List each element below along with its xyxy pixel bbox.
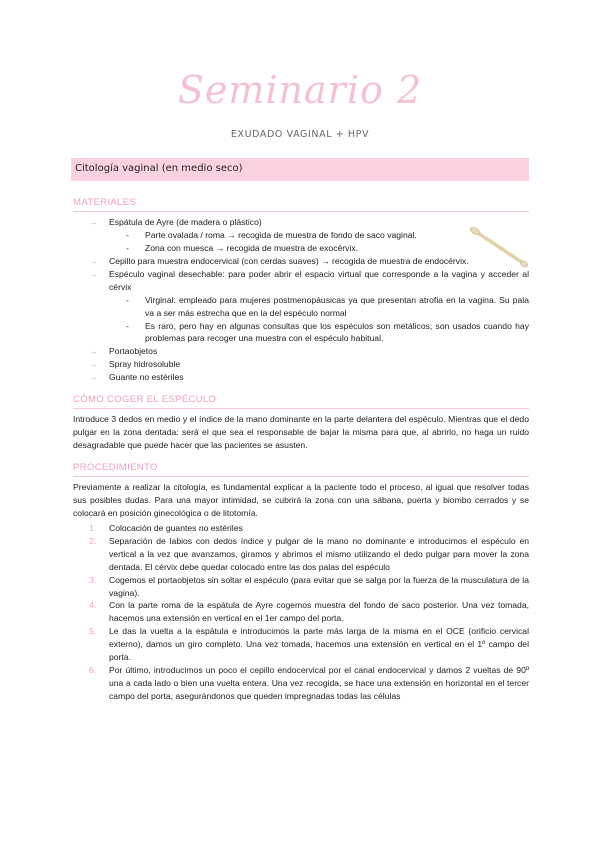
section-heading-coger-especulo: CÓMO COGER EL ESPÉCULO [73, 393, 529, 409]
procedimiento-step [73, 599, 529, 625]
arrow-icon: → [89, 372, 98, 383]
step-text: Separación de labios con dedos índice y pulgar de la mano no dominante e introducimos el espéculo en vertical a la vez que avanzamos, giramos y abrimos el mismo utilizando el dedo pulgar para mover la zona dentada. El cérvix debe quedar colocado entre las dos palas del espéculo [109, 535, 529, 572]
procedimiento-step [73, 664, 529, 703]
step-number: 3. [89, 574, 97, 585]
arrow-icon: → [89, 256, 98, 267]
page-title: Seminario 2 [177, 68, 423, 112]
step-text: Le das la vuelta a la espátula e introducimos la parte más larga de la misma en el OCE (orificio cervical externo), damos un giro completo. Una vez tomada, hacemos una extensión en vertical en el 1º campo del porta. [109, 626, 529, 662]
material-text: Spray hidrosoluble [109, 359, 181, 370]
material-sub-item [73, 294, 529, 320]
material-sub-list [73, 294, 529, 346]
materiales-list [73, 216, 529, 384]
step-text: Por último, introducimos un poco el cepillo endocervical por el canal endocervical y damos 2 vueltas de 90º una a cada lado o bien una vuelta entera. Una vez recogida, se hace una extensión en horizontal en el tercer campo del porta, asegurándonos que queden impregnadas todas las células [109, 664, 529, 701]
procedimiento-step [73, 535, 529, 574]
material-text: Cepillo para muestra endocervical (con cerdas suaves) → recogida de muestra de endocérvix. [109, 256, 469, 267]
section-heading-materiales: MATERIALES [73, 196, 529, 212]
material-sub-item [73, 320, 529, 346]
dash-marker: - [126, 230, 129, 241]
step-number: 1. [89, 523, 97, 534]
topic-band: Citología vaginal (en medio seco) [71, 158, 529, 181]
procedimiento-steps [73, 522, 529, 702]
material-text: Espátula de Ayre (de madera o plástico) [109, 217, 262, 228]
material-text: Guante no estériles [109, 372, 184, 383]
content [73, 196, 529, 703]
material-text: Portaobjetos [109, 346, 158, 357]
step-number: 2. [89, 535, 97, 546]
material-item [73, 371, 529, 384]
dash-marker: - [126, 243, 129, 254]
step-text: Cogemos el portaobjetos sin soltar el espéculo (para evitar que se salga por la fuerza de la musculatura de la vagina). [109, 574, 529, 598]
material-sub-list [73, 229, 529, 255]
dash-marker: - [126, 320, 129, 331]
section-heading-procedimiento: PROCEDIMIENTO [73, 461, 529, 477]
procedimiento-intro: Previamente a realizar la citología, es fundamental explicar a la paciente todo el proceso, al igual que resolver todas sus posibles dudas. Para una mayor intimidad, se cubrirá la zona con una sábana, puerta y biombo cerrados y se colocará en posición ginecológica o de litotomía. [73, 482, 529, 519]
step-number: 4. [89, 600, 97, 611]
step-text: Colocación de guantes no estériles [109, 523, 243, 534]
material-item [73, 358, 529, 371]
material-sub-item [73, 229, 529, 242]
material-sub-text: Virginal: empleado para mujeres postmenopáusicas ya que presentan atrofia en la vagina. Su pala va a ser más estrecha que en la del espéculo normal [145, 294, 529, 318]
procedimiento-step [73, 574, 529, 600]
page-subtitle: EXUDADO VAGINAL + HPV [230, 129, 370, 140]
material-sub-text: Parte ovalada / roma → recogida de muestra de fondo de saco vaginal. [145, 230, 417, 241]
dash-marker: - [126, 294, 129, 305]
arrow-icon: → [89, 217, 98, 228]
material-sub-text: Zona con muesca → recogida de muestra de exocérvix. [145, 243, 359, 254]
arrow-icon: → [89, 359, 98, 370]
procedimiento-step [73, 625, 529, 664]
material-item [73, 268, 529, 345]
material-item [73, 345, 529, 358]
material-item [73, 255, 529, 268]
step-number: 5. [89, 626, 97, 637]
material-item [73, 216, 529, 255]
material-sub-item [73, 242, 529, 255]
material-sub-text: Es raro, pero hay en algunas consultas que los espéculos son metálicos, son usados cuando hay problemas para recoger una muestra con el espéculo habitual. [145, 320, 529, 344]
material-text: Espéculo vaginal desechable: para poder abrir el espacio virtual que corresponde a la vagina y acceder al cérvix [109, 268, 529, 292]
coger-especulo-paragraph: Introduce 3 dedos en medio y el índice de la mano dominante en la parte delantera del espéculo. Mientras que el dedo pulgar en la zona dentada: será el que sea el responsable de bajar la misma para que, al abrirlo, no haga un ruido desagradable que puede hacer que las pacientes se asusten. [73, 414, 529, 451]
arrow-icon: → [89, 346, 98, 357]
step-number: 6. [89, 664, 97, 675]
step-text: Con la parte roma de la espátula de Ayre cogemos muestra del fondo de saco posterior. Una vez tomada, hacemos una extensión en vertical en el 1er campo del porta. [109, 600, 529, 624]
arrow-icon: → [89, 268, 98, 279]
procedimiento-step [73, 522, 529, 535]
